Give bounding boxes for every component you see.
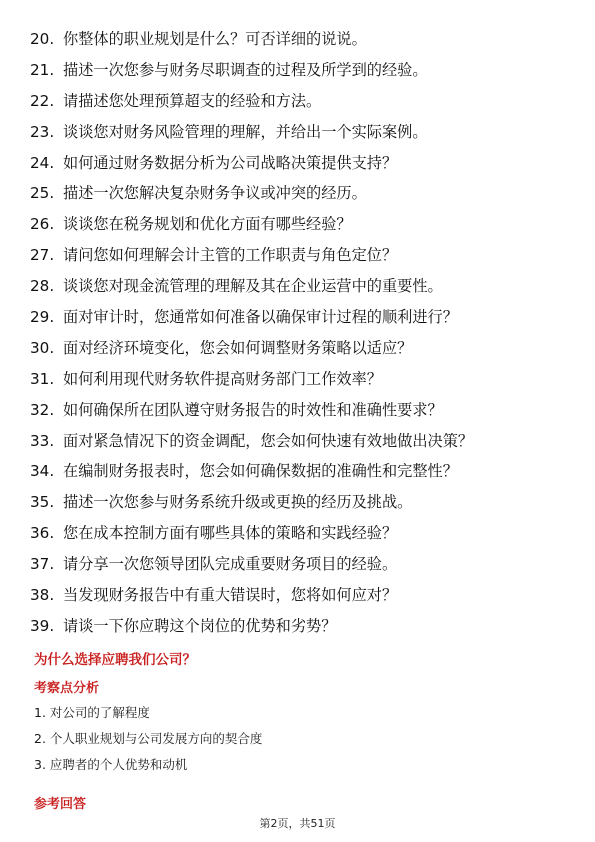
question-item	[30, 580, 575, 611]
page-number: 第2页，共51页	[259, 817, 336, 830]
question-item	[30, 333, 575, 364]
question-text: 请描述您处理预算超支的经验和方法。	[63, 91, 322, 110]
question-item	[30, 456, 575, 487]
question-number: 32.	[30, 400, 55, 419]
question-item	[30, 240, 575, 271]
question-text: 谈谈您在税务规划和优化方面有哪些经验？	[63, 215, 352, 234]
question-number: 34.	[30, 462, 55, 481]
question-item	[30, 518, 575, 549]
question-number: 26.	[30, 215, 55, 234]
question-item	[30, 148, 575, 179]
question-item	[30, 549, 575, 580]
question-item	[30, 611, 575, 642]
question-text: 当发现财务报告中有重大错误时，您将如何应对？	[63, 586, 398, 605]
question-text: 你整体的职业规划是什么？可否详细的说说。	[63, 30, 367, 48]
question-text: 请谈一下你应聘这个岗位的优势和劣势？	[63, 616, 337, 635]
question-number: 25.	[30, 184, 55, 203]
analysis-point: 1. 对公司的了解程度	[34, 705, 150, 720]
question-text: 描述一次您参与财务尽职调查的过程及所学到的经验。	[63, 60, 428, 79]
question-item	[30, 426, 575, 457]
question-text: 谈谈您对现金流管理的理解及其在企业运营中的重要性。	[63, 277, 443, 296]
question-text: 面对紧急情况下的资金调配，您会如何快速有效地做出决策？	[63, 431, 474, 450]
question-text: 如何确保所在团队遵守财务报告的时效性和准确性要求？	[63, 400, 443, 419]
question-number: 36.	[30, 524, 55, 543]
question-number: 22.	[30, 91, 55, 110]
question-number: 24.	[30, 153, 55, 172]
question-text: 在编制财务报表时，您会如何确保数据的准确性和完整性？	[63, 462, 458, 481]
question-number: 39.	[30, 616, 55, 635]
question-number: 30.	[30, 338, 55, 357]
question-item	[30, 271, 575, 302]
question-number: 21.	[30, 60, 55, 79]
question-number: 28.	[30, 277, 55, 296]
question-number: 35.	[30, 493, 55, 512]
question-text: 您在成本控制方面有哪些具体的策略和实践经验？	[63, 524, 398, 543]
question-text: 谈谈您对财务风险管理的理解，并给出一个实际案例。	[63, 122, 428, 141]
question-number: 20.	[30, 30, 55, 48]
question-list	[30, 24, 575, 642]
question-text: 如何通过财务数据分析为公司战略决策提供支持？	[63, 153, 398, 172]
answer-heading: 参考回答	[34, 797, 87, 812]
analysis-point: 2. 个人职业规划与公司发展方向的契合度	[34, 731, 263, 746]
question-number: 33.	[30, 431, 55, 450]
question-text: 请分享一次您领导团队完成重要财务项目的经验。	[63, 555, 398, 574]
question-text: 描述一次您解决复杂财务争议或冲突的经历。	[63, 184, 367, 203]
question-item	[30, 395, 575, 426]
question-item	[30, 178, 575, 209]
question-text: 请问您如何理解会计主管的工作职责与角色定位？	[63, 246, 398, 265]
question-item	[30, 302, 575, 333]
question-item	[30, 487, 575, 518]
question-text: 如何利用现代财务软件提高财务部门工作效率？	[63, 369, 382, 388]
question-item	[30, 55, 575, 86]
section-heading: 为什么选择应聘我们公司？	[34, 652, 196, 668]
question-number: 23.	[30, 122, 55, 141]
question-item	[30, 86, 575, 117]
analysis-heading: 考察点分析	[34, 681, 100, 696]
question-number: 38.	[30, 586, 55, 605]
question-item	[30, 364, 575, 395]
question-text: 描述一次您参与财务系统升级或更换的经历及挑战。	[63, 493, 413, 512]
question-item	[30, 209, 575, 240]
question-text: 面对审计时，您通常如何准备以确保审计过程的顺利进行？	[63, 308, 458, 327]
question-number: 27.	[30, 246, 55, 265]
analysis-point: 3. 应聘者的个人优势和动机	[34, 757, 188, 772]
question-number: 31.	[30, 369, 55, 388]
question-item	[30, 117, 575, 148]
question-text: 面对经济环境变化，您会如何调整财务策略以适应？	[63, 338, 413, 357]
analysis-point-list	[34, 700, 262, 778]
question-number: 37.	[30, 555, 55, 574]
question-number: 29.	[30, 308, 55, 327]
question-item	[30, 24, 575, 55]
